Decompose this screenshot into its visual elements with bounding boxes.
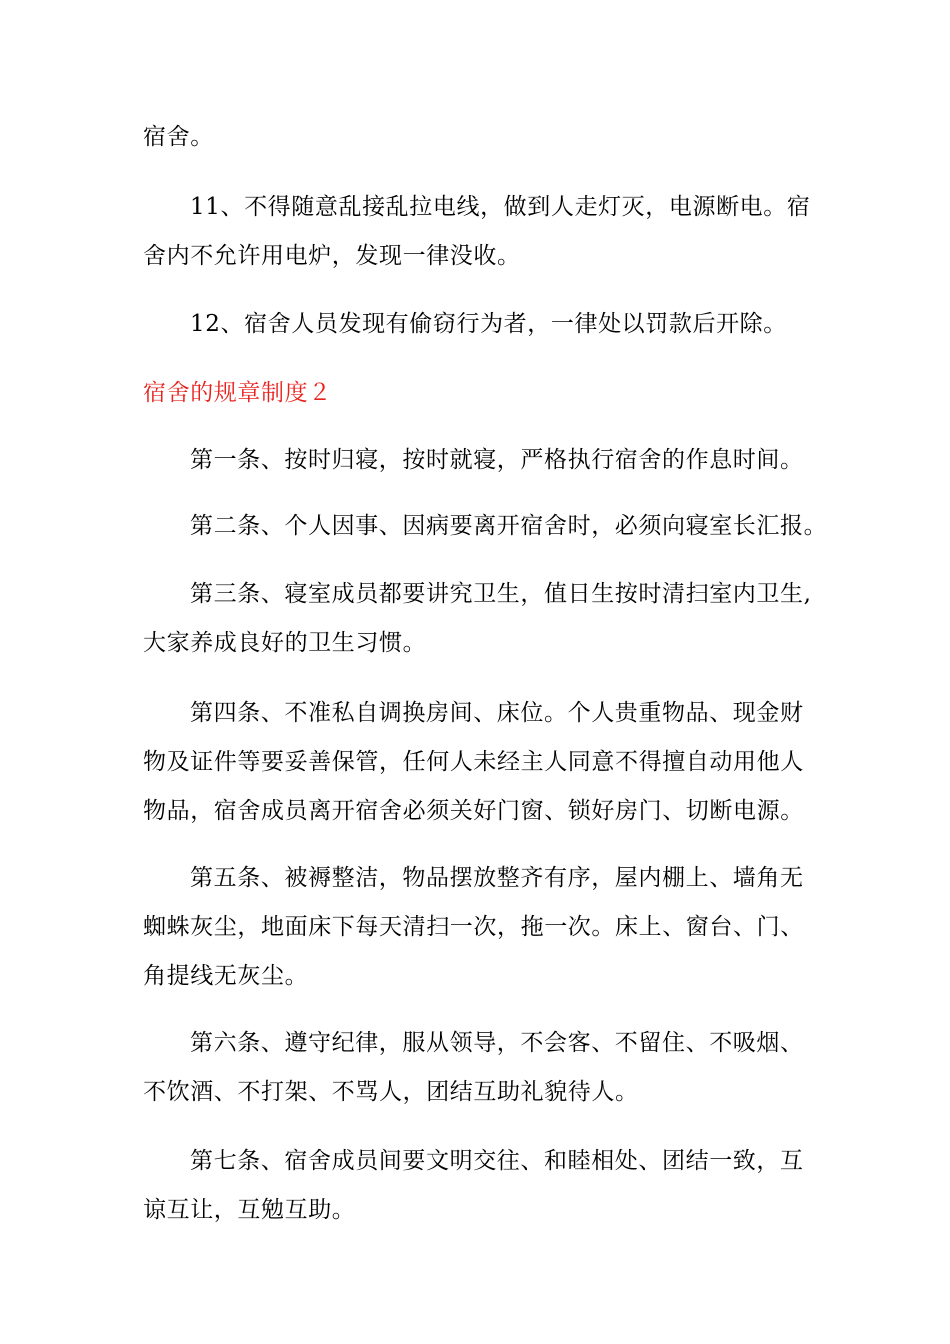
text-line: 第一条、按时归寝，按时就寝，严格执行宿舍的作息时间。: [190, 447, 804, 473]
text-line: 不饮酒、不打架、不骂人，团结互助礼貌待人。: [143, 1079, 639, 1105]
text-line: 第五条、被褥整洁，物品摆放整齐有序，屋内棚上、墙角无: [190, 865, 804, 891]
rule-11-paragraph: [143, 183, 813, 281]
text-line: 第四条、不准私自调换房间、床位。个人贵重物品、现金财: [190, 700, 804, 726]
article-5-paragraph: [143, 854, 813, 1001]
rule-12-paragraph: [143, 300, 813, 349]
text-line: 谅互让，互勉互助。: [143, 1197, 356, 1223]
text-line: 角提线无灰尘。: [143, 963, 309, 989]
text-line: 大家养成良好的卫生习惯。: [143, 630, 427, 656]
text-line: 第二条、个人因事、因病要离开宿舍时，必须向寝室长汇报。: [190, 513, 828, 539]
article-2-paragraph: [143, 502, 828, 551]
text-line: 蜘蛛灰尘，地面床下每天清扫一次，拖一次。床上、窗台、门、: [143, 914, 804, 940]
text-line: 12、宿舍人员发现有偷窃行为者，一律处以罚款后开除。: [190, 311, 787, 337]
section-heading: 宿舍的规章制度２: [143, 380, 332, 406]
article-6-paragraph: [143, 1019, 813, 1117]
text-line: 宿舍。: [143, 124, 214, 150]
text-line: 物品，宿舍成员离开宿舍必须关好门窗、锁好房门、切断电源。: [143, 798, 804, 824]
article-3-paragraph: [143, 570, 813, 668]
text-line: 11、不得随意乱接乱拉电线，做到人走灯灭，电源断电。宿: [190, 194, 811, 220]
text-line: 第六条、遵守纪律，服从领导，不会客、不留住、不吸烟、: [190, 1030, 804, 1056]
text-line: 第三条、寝室成员都要讲究卫生，值日生按时清扫室内卫生,: [190, 581, 812, 607]
article-1-paragraph: [143, 436, 813, 485]
article-4-paragraph: [143, 689, 813, 836]
text-line: 第七条、宿舍成员间要文明交往、和睦相处、团结一致，互: [190, 1148, 804, 1174]
continuation-text: [143, 113, 813, 162]
article-7-paragraph: [143, 1137, 813, 1235]
text-line: 舍内不允许用电炉，发现一律没收。: [143, 243, 521, 269]
text-line: 物及证件等要妥善保管，任何人未经主人同意不得擅自动用他人: [143, 749, 804, 775]
